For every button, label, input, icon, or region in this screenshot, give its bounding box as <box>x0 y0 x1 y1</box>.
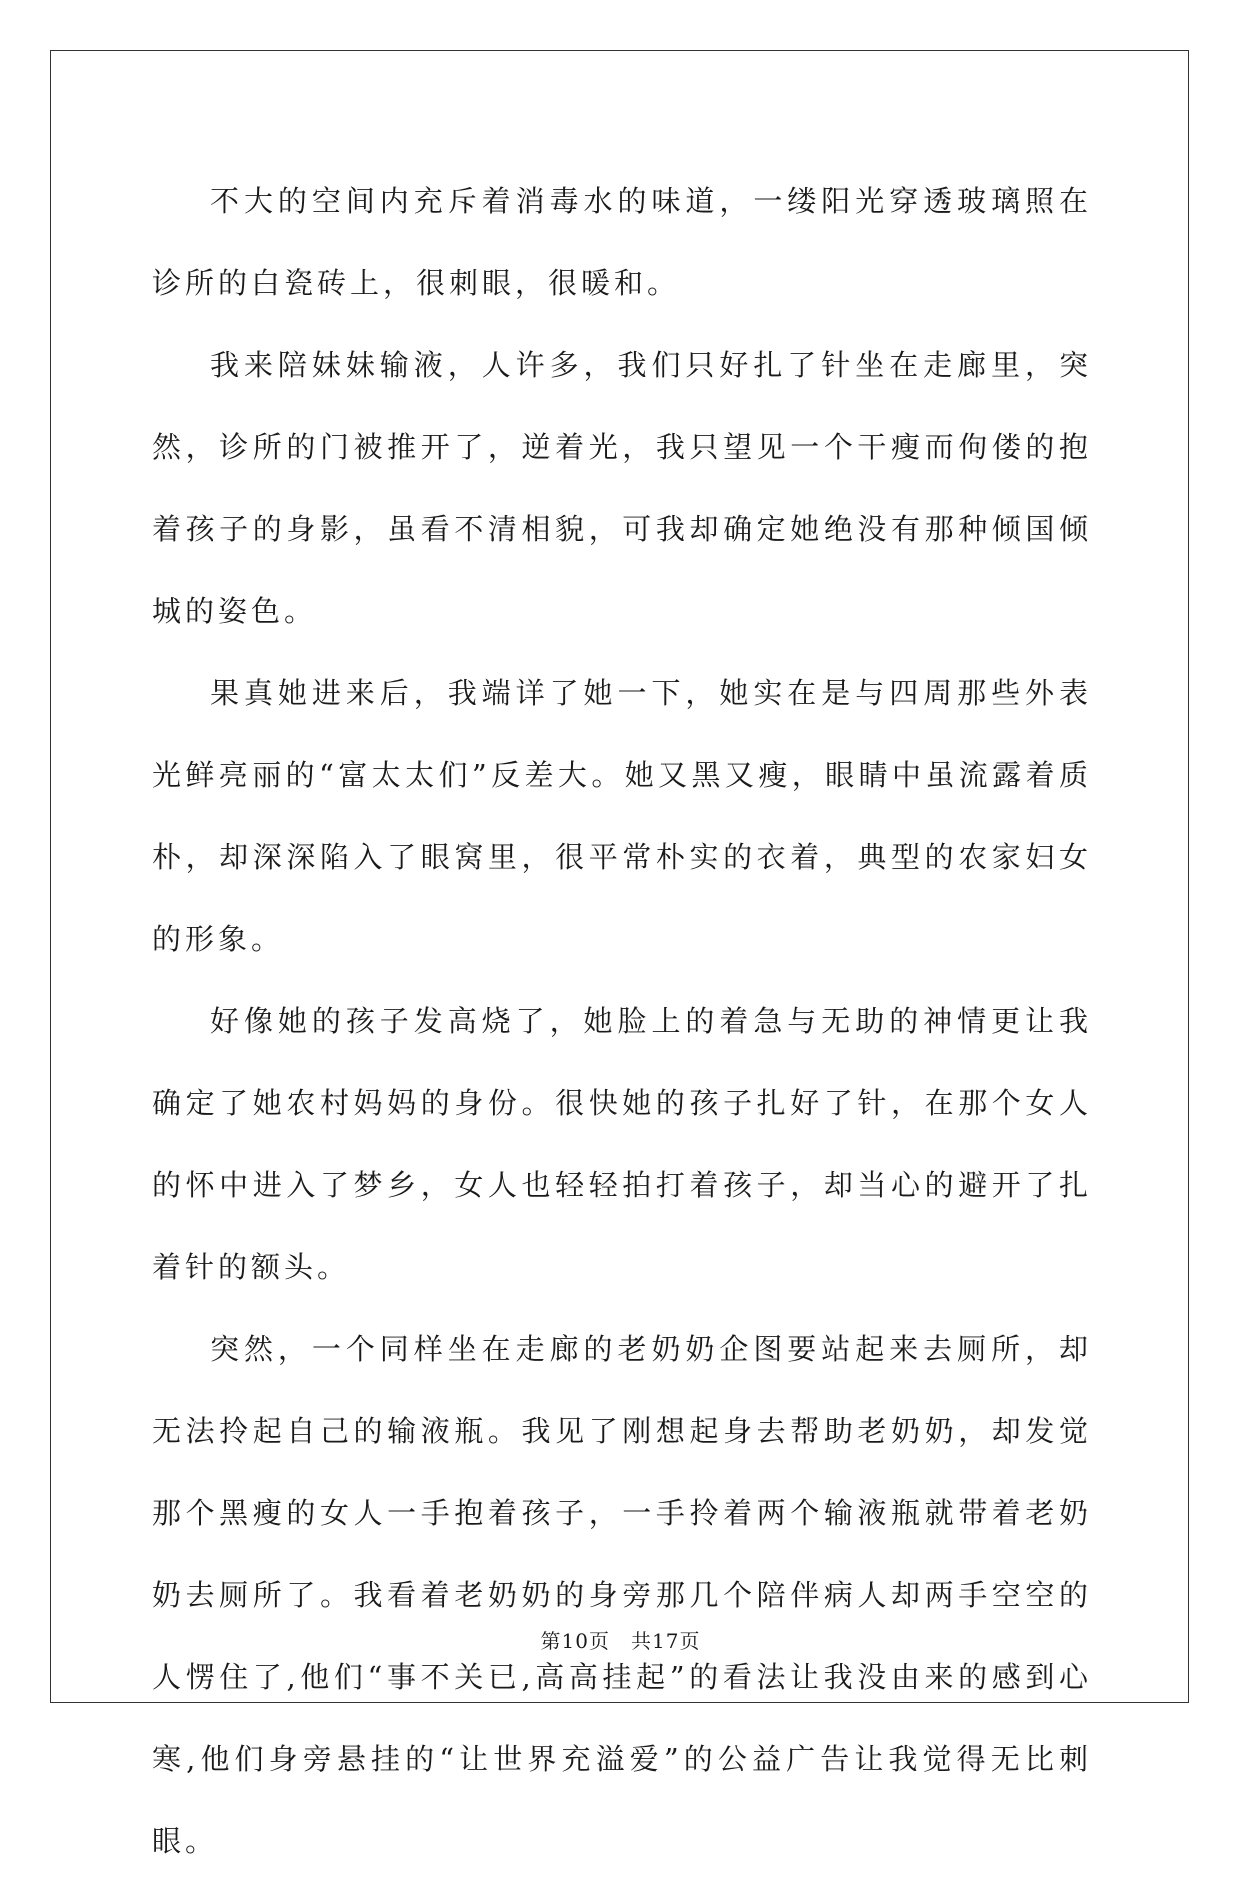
page-number: 第10页 共17页 <box>540 1629 701 1653</box>
paragraph: 我来陪妹妹输液，人许多，我们只好扎了针坐在走廊里，突然，诊所的门被推开了，逆着光，我只望见一个干瘦而佝偻的抱着孩子的身影，虽看不清相貌，可我却确定她绝没有那种倾国倾城的姿色。 <box>152 348 1092 628</box>
paragraph: 突然，一个同样坐在走廊的老奶奶企图要站起来去厕所，却无法拎起自己的输液瓶。我见了刚想起身去帮助老奶奶，却发觉那个黑瘦的女人一手抱着孩子，一手拎着两个输液瓶就带着老奶奶去厕所了。我看着老奶奶的身旁那几个陪伴病人却两手空空的人愣住了,他们“事不关已,高高挂起”的看法让我没由来的感到心寒,他们身旁悬挂的“让世界充溢爱”的公益广告让我觉得无比刺眼。 <box>152 1332 1092 1858</box>
paragraph: 好像她的孩子发高烧了，她脸上的着急与无助的神情更让我确定了她农村妈妈的身份。很快她的孩子扎好了针，在那个女人的怀中进入了梦乡，女人也轻轻拍打着孩子，却当心的避开了扎着针的额头。 <box>152 1004 1092 1284</box>
paragraph: 果真她进来后，我端详了她一下，她实在是与四周那些外表光鲜亮丽的“富太太们”反差大。她又黑又瘦，眼睛中虽流露着质朴，却深深陷入了眼窝里，很平常朴实的衣着，典型的农家妇女的形象。 <box>152 676 1092 956</box>
document-body <box>152 160 1092 1882</box>
paragraph: 不大的空间内充斥着消毒水的味道，一缕阳光穿透玻璃照在诊所的白瓷砖上，很刺眼，很暖和。 <box>152 184 1092 300</box>
